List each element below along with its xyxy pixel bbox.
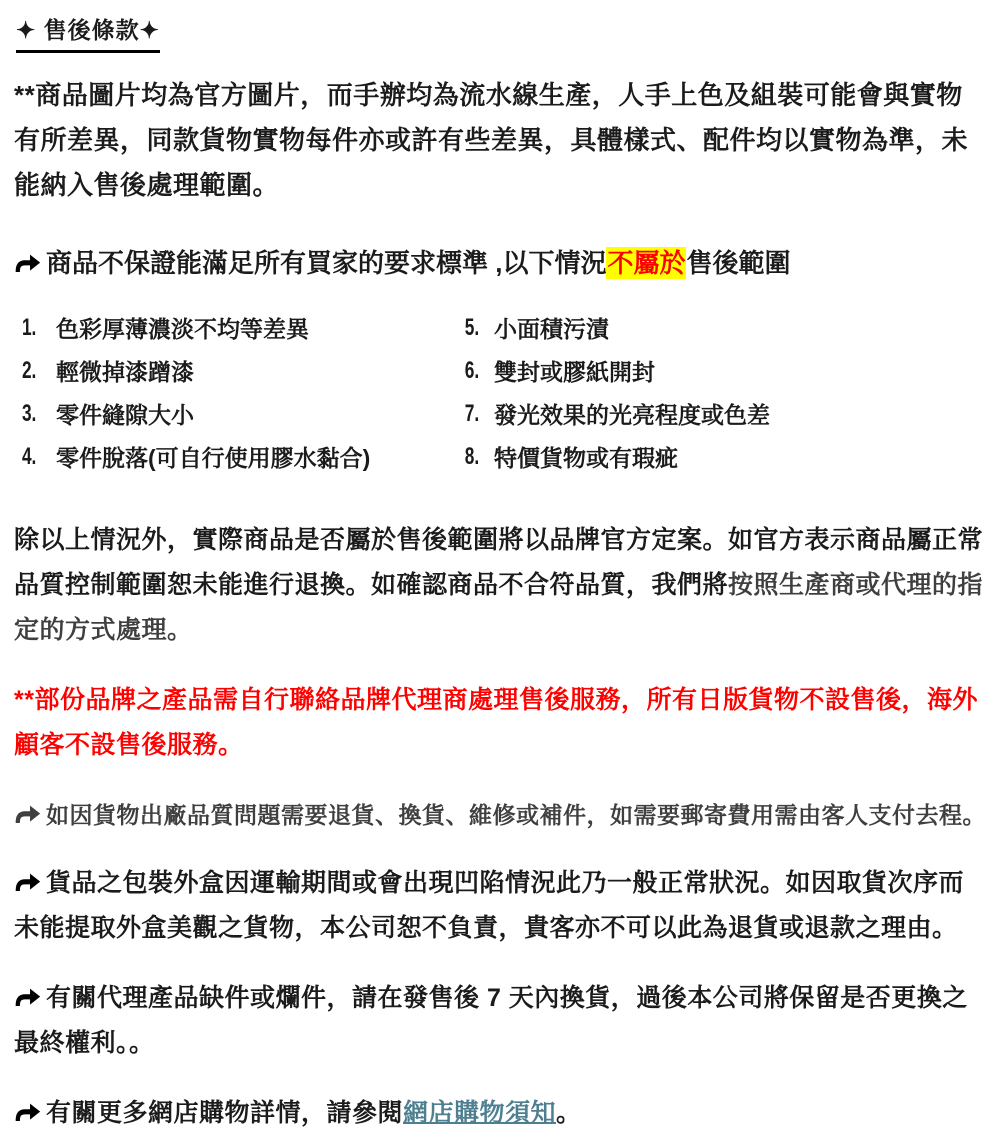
list-item-label: 雙封或膠紙開封 bbox=[494, 359, 655, 385]
curved-right-arrow-icon bbox=[14, 1102, 41, 1123]
curved-right-arrow-icon bbox=[14, 253, 41, 274]
shipping-cost-text: 如因貨物出廠品質問題需要退貨、換貨、維修或補件，如需要郵寄費用需由客人支付去程。 bbox=[46, 802, 986, 828]
list-item-number: 4. bbox=[21, 442, 37, 470]
no-aftersales-warning: **部份品牌之產品需自行聯絡品牌代理商處理售後服務，所有日版貨物不設售後，海外顧客不設售後服務。 bbox=[14, 686, 978, 759]
list-item-number: 2. bbox=[21, 356, 37, 384]
curved-right-arrow-icon bbox=[14, 987, 41, 1008]
curved-right-arrow-icon bbox=[14, 804, 41, 825]
notice-line bbox=[14, 246, 986, 280]
notice-highlight: 不屬於 bbox=[607, 248, 686, 278]
excluded-defects-list bbox=[14, 306, 986, 478]
more-info-text-after: 。 bbox=[556, 1099, 582, 1127]
list-item-label: 特價貨物或有瑕疵 bbox=[494, 445, 678, 471]
list-item-number: 3. bbox=[21, 399, 37, 427]
list-item-label: 色彩厚薄濃淡不均等差異 bbox=[56, 316, 309, 342]
official-decision-text: 除以上情況外，實際商品是否屬於售後範圍將以品牌官方定案。如官方表示商品屬正常品質控制範圍恕未能進行退換。如確認商品不合符品質，我們將 bbox=[14, 526, 984, 599]
official-decision-paragraph bbox=[14, 518, 986, 653]
exchange-policy-line bbox=[14, 976, 986, 1066]
notice-text-before: 商品不保證能滿足所有買家的要求標準 ,以下情況 bbox=[46, 248, 607, 278]
list-item bbox=[462, 306, 986, 349]
box-damage-paragraph bbox=[14, 861, 986, 951]
exchange-policy-text: 有關代理產品缺件或爛件，請在發售後 7 天內換貨，過後本公司將保留是否更換之最終權利。。 bbox=[14, 984, 968, 1057]
list-item-label: 小面積污漬 bbox=[494, 316, 609, 342]
defects-column-left bbox=[14, 306, 462, 478]
list-item bbox=[462, 349, 986, 392]
list-item-number: 8. bbox=[464, 442, 480, 470]
list-item bbox=[14, 435, 462, 478]
list-item-label: 零件縫隙大小 bbox=[56, 402, 194, 428]
intro-paragraph: **商品圖片均為官方圖片，而手辦均為流水線生產，人手上色及組裝可能會與實物有所差異，同款貨物實物每件亦或許有些差異，具體樣式、配件均以實物為準，未能納入售後處理範圍。 bbox=[14, 80, 969, 200]
curved-right-arrow-icon bbox=[14, 872, 41, 893]
list-item-number: 1. bbox=[21, 313, 37, 341]
list-item bbox=[462, 435, 986, 478]
list-item-number: 6. bbox=[464, 356, 480, 384]
list-item bbox=[14, 306, 462, 349]
more-info-text-before: 有關更多網店購物詳情，請參閱 bbox=[46, 1099, 404, 1127]
list-item-number: 5. bbox=[464, 313, 480, 341]
page-title: ✦ 售後條款✦ bbox=[16, 12, 160, 53]
box-damage-text: 貨品之包裝外盒因運輸期間或會出現凹陷情況此乃一般正常狀況。如因取貨次序而未能提取外盒美觀之貨物，本公司恕不負責，貴客亦不可以此為退貨或退款之理由。 bbox=[14, 869, 965, 942]
shipping-cost-line bbox=[14, 793, 986, 838]
defects-column-right bbox=[462, 306, 986, 478]
more-info-line bbox=[14, 1091, 986, 1136]
notice-text-after: 售後範圍 bbox=[686, 248, 791, 278]
list-item-label: 零件脫落(可自行使用膠水黏合) bbox=[56, 445, 371, 471]
list-item bbox=[462, 392, 986, 435]
official-decision-gray-text: 按照生產商或代理的指定的方式處理。 bbox=[14, 571, 984, 644]
list-item bbox=[14, 349, 462, 392]
list-item bbox=[14, 392, 462, 435]
list-item-number: 7. bbox=[464, 399, 480, 427]
list-item-label: 發光效果的光亮程度或色差 bbox=[494, 402, 770, 428]
list-item-label: 輕微掉漆蹭漆 bbox=[56, 359, 194, 385]
shop-guide-link[interactable]: 網店購物須知 bbox=[403, 1099, 557, 1127]
